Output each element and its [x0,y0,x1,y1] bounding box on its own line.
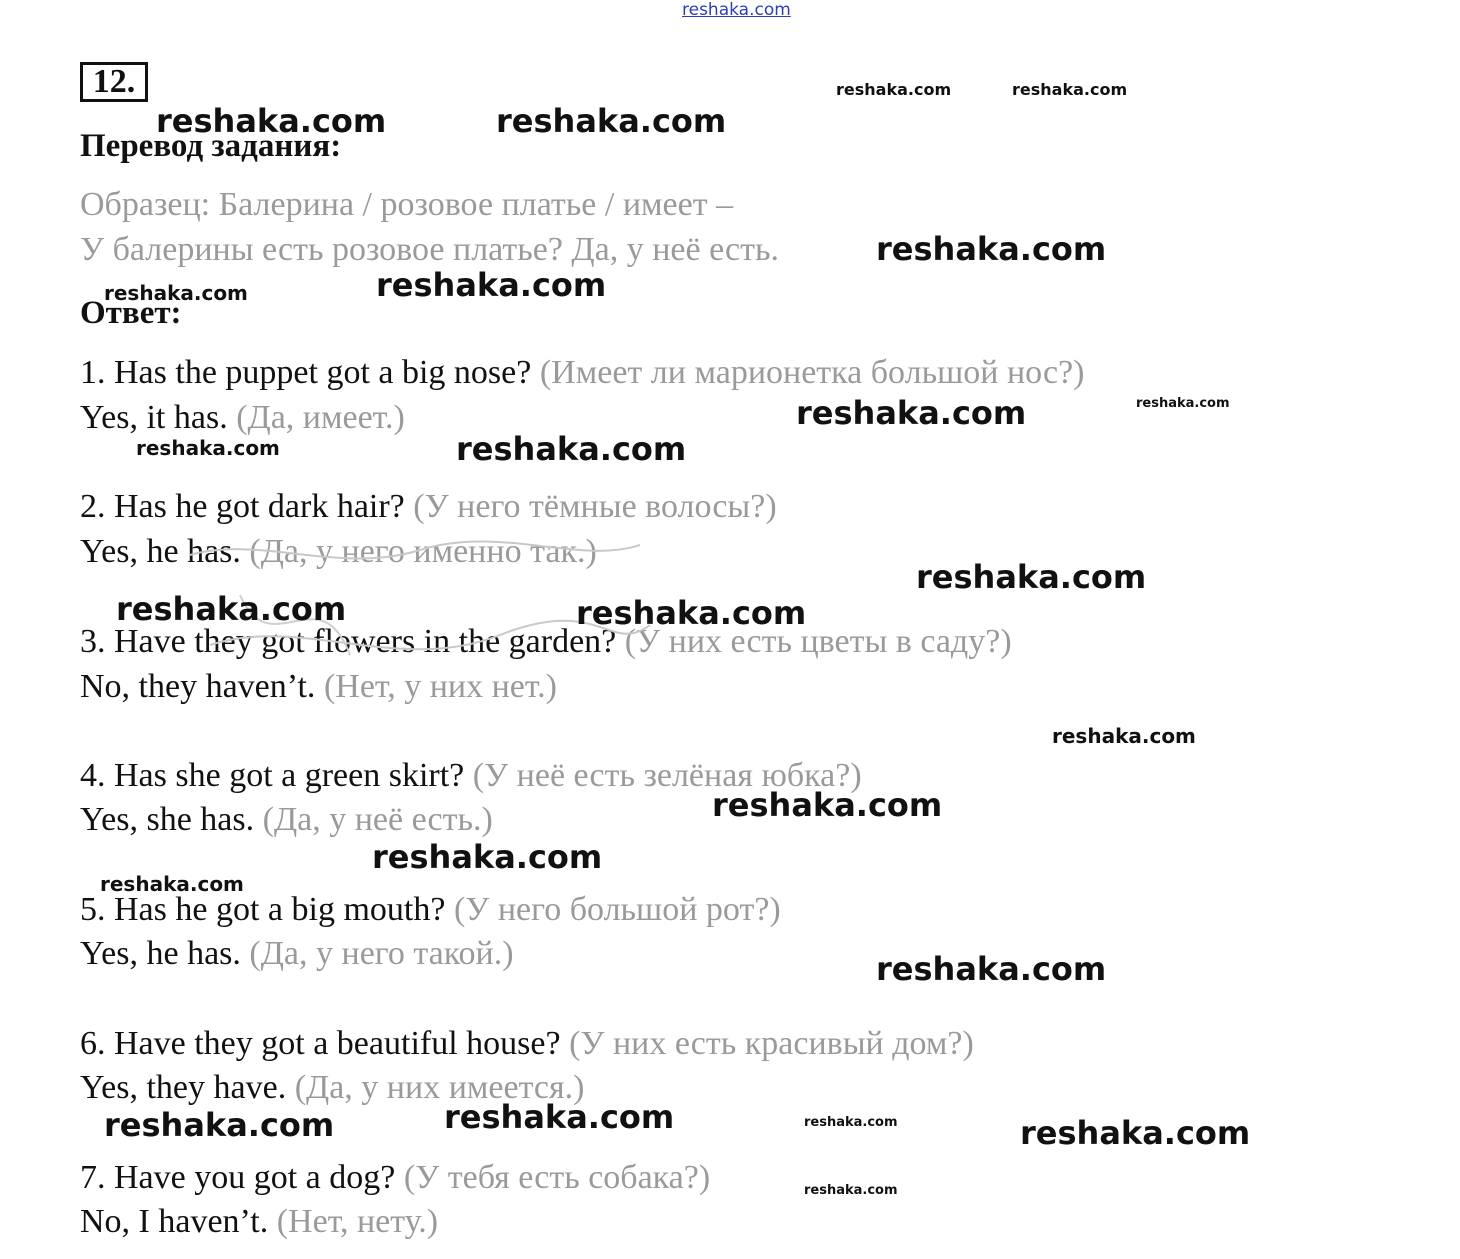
question-text: 7. Have you got a dog? [80,1159,396,1196]
answer-translation: (Да, имеет.) [236,399,405,436]
watermark: reshaka.com [496,102,727,140]
watermark: reshaka.com [156,102,387,140]
question-text: 4. Has she got a green skirt? [80,757,465,794]
watermark: reshaka.com [916,558,1147,596]
answer-translation: (Да, у него такой.) [249,935,514,972]
question-translation: (У них есть красивый дом?) [569,1025,974,1062]
sample-line: Образец: Балерина / розовое платье / имеет – [80,186,734,223]
question-text: 2. Has he got dark hair? [80,488,405,525]
question-text: 1. Has the puppet got a big nose? [80,354,532,391]
watermark: reshaka.com [100,872,244,896]
answer-line [80,399,405,437]
question-translation: (У тебя есть собака?) [403,1159,711,1196]
watermark: reshaka.com [712,786,943,824]
translation-heading: Перевод задания: [80,128,342,164]
watermark: reshaka.com [136,436,280,460]
answer-line [80,801,493,839]
answer-translation: (Да, у них имеется.) [294,1069,585,1106]
watermark: reshaka.com [104,1106,335,1144]
watermark: reshaka.com [372,838,603,876]
watermark: reshaka.com [376,266,607,304]
watermark: reshaka.com [876,230,1107,268]
watermark: reshaka.com [804,1115,898,1130]
question-translation: (У них есть цветы в саду?) [624,623,1012,660]
answer-text: Yes, she has. [80,801,255,838]
question-translation: (У неё есть зелёная юбка?) [472,757,862,794]
question-translation: (У него тёмные волосы?) [413,488,777,525]
answer-text: Yes, it has. [80,399,228,436]
question-text: 5. Has he got a big mouth? [80,891,446,928]
watermark: reshaka.com [796,394,1027,432]
question-line [80,1025,974,1063]
question-text: 3. Have they got flowers in the garden? [80,623,617,660]
watermark: reshaka.com [1012,80,1128,99]
question-line [80,354,1085,392]
question-line [80,891,781,929]
question-line [80,1159,710,1197]
watermark: reshaka.com [1020,1114,1251,1152]
watermark: reshaka.com [1052,724,1196,748]
watermark: reshaka.com [456,430,687,468]
watermark: reshaka.com [836,80,952,99]
question-text: 6. Have they got a beautiful house? [80,1025,561,1062]
watermark: reshaka.com [576,594,807,632]
watermark: reshaka.com [104,281,248,305]
answer-translation: (Нет, у них нет.) [323,668,558,705]
answer-text: Yes, he has. [80,935,241,972]
site-link[interactable]: reshaka.com [682,0,791,20]
answer-line [80,1203,438,1241]
sample-line: У балерины есть розовое платье? Да, у неё есть. [80,231,779,268]
answer-heading: Ответ: [80,295,182,331]
question-translation: (У него большой рот?) [453,891,781,928]
watermark: reshaka.com [804,1183,898,1198]
question-translation: (Имеет ли марионетка большой нос?) [539,354,1085,391]
answer-text: Yes, he has. [80,533,241,570]
question-line [80,488,777,526]
answer-line [80,935,514,973]
answer-translation: (Нет, нету.) [276,1203,439,1240]
watermark: reshaka.com [1136,396,1230,411]
answer-text: Yes, they have. [80,1069,287,1106]
task-number-box: 12. [80,62,148,102]
watermark: reshaka.com [116,590,347,628]
watermark: reshaka.com [444,1098,675,1136]
watermark: reshaka.com [876,950,1107,988]
answer-translation: (Да, у неё есть.) [262,801,493,838]
answer-text: No, they haven’t. [80,668,316,705]
answer-translation: (Да, у него именно так.) [249,533,597,570]
answer-text: No, I haven’t. [80,1203,269,1240]
